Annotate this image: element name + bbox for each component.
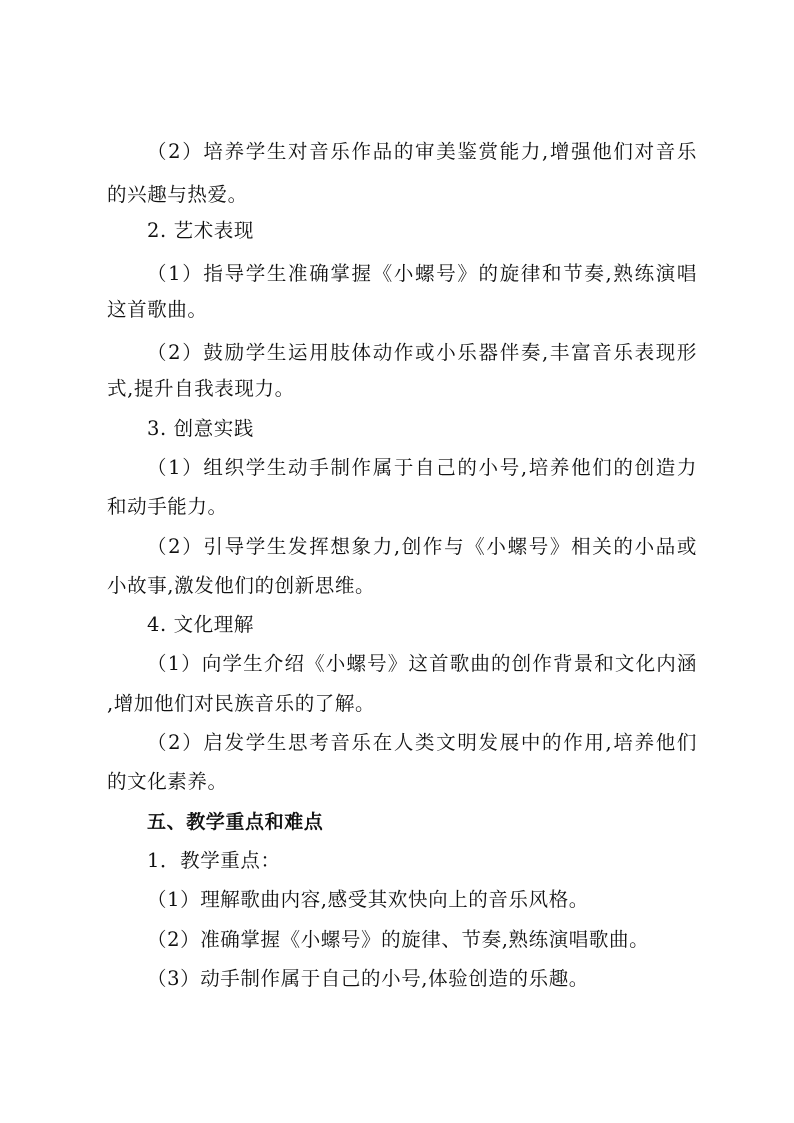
paragraph-line: 小故事,激发他们的创新思维。 (107, 574, 376, 597)
list-item: （3）动手制作属于自己的小号,体验创造的乐趣。 (147, 967, 589, 990)
paragraph-line: （1）向学生介绍《小螺号》这首歌曲的创作背景和文化内涵 (147, 652, 697, 675)
paragraph-line: 的文化素养。 (107, 770, 228, 793)
paragraph-line: 式,提升自我表现力。 (107, 377, 295, 400)
paragraph-line: （2）启发学生思考音乐在人类文明发展中的作用,培养他们 (147, 731, 697, 754)
list-item: （1）理解歌曲内容,感受其欢快向上的音乐风格。 (147, 888, 589, 911)
chapter-heading: 五、教学重点和难点 (147, 811, 324, 833)
list-item: （2）准确掌握《小螺号》的旋律、节奏,熟练演唱歌曲。 (147, 928, 650, 951)
paragraph-line: （2）鼓励学生运用肢体动作或小乐器伴奏,丰富音乐表现形 (147, 341, 697, 364)
section-heading: 3. 创意实践 (147, 417, 255, 440)
section-heading: 4. 文化理解 (147, 613, 255, 636)
paragraph-line: 的兴趣与热爱。 (107, 183, 248, 206)
paragraph-line: （2）培养学生对音乐作品的审美鉴赏能力,增强他们对音乐 (147, 140, 697, 163)
subsection-heading: 1．教学重点： (147, 849, 281, 872)
paragraph-line: 和动手能力。 (107, 495, 228, 518)
paragraph-line: （1）组织学生动手制作属于自己的小号,培养他们的创造力 (147, 456, 697, 479)
paragraph-line: （1）指导学生准确掌握《小螺号》的旋律和节奏,熟练演唱 (147, 262, 697, 285)
paragraph-line: 这首歌曲。 (107, 298, 208, 321)
paragraph-line: ,增加他们对民族音乐的了解。 (107, 692, 376, 715)
section-heading: 2. 艺术表现 (147, 219, 255, 242)
paragraph-line: （2）引导学生发挥想象力,创作与《小螺号》相关的小品或 (147, 535, 697, 558)
